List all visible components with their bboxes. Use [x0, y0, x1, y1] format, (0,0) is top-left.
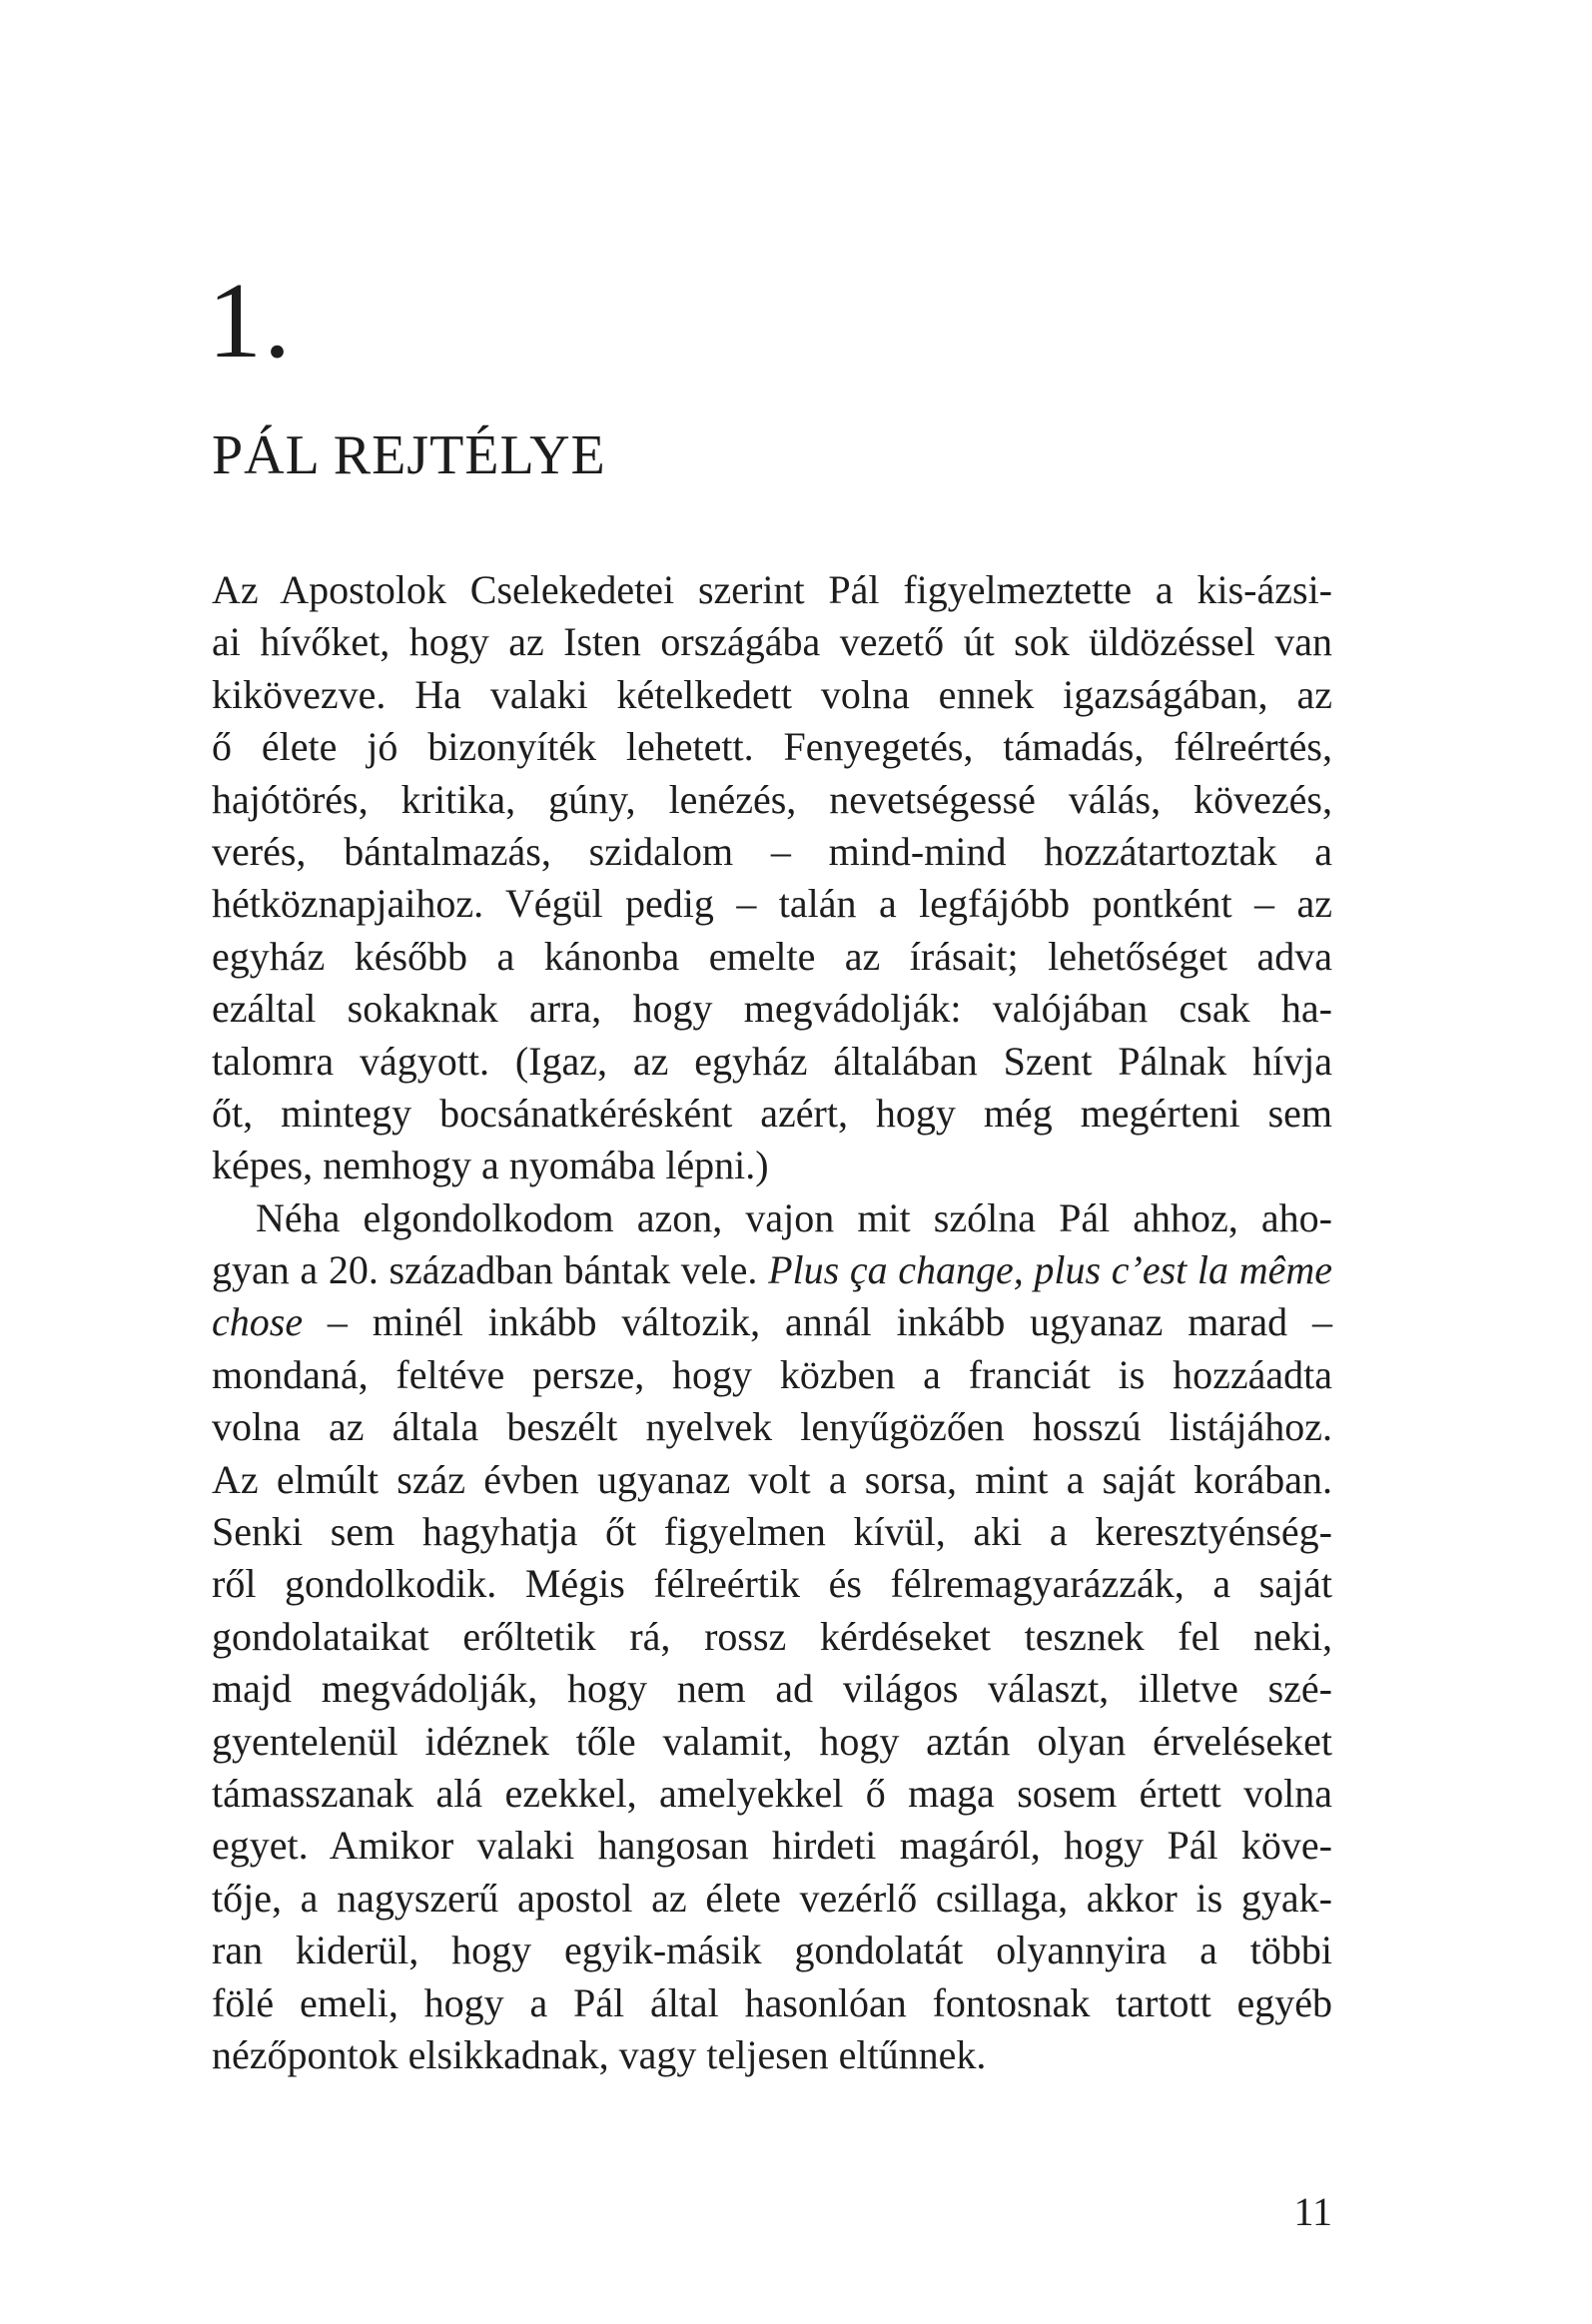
text-line: hétköznapjaihoz. Végül pedig – talán a legfájóbb pontként – az — [212, 881, 1332, 927]
text-run: gyan a 20. században bántak vele. — [212, 1247, 769, 1293]
text-line: volna az általa beszélt nyelvek lenyűgözően hosszú listájához. — [212, 1404, 1332, 1450]
text-run: – minél inkább változik, annál inkább ugyanaz marad – — [303, 1299, 1332, 1345]
text-line: verés, bántalmazás, szidalom – mind-mind hozzátartoztak a — [212, 828, 1332, 874]
text-line: gondolataikat erőltetik rá, rossz kérdéseket tesznek fel neki, — [212, 1613, 1332, 1659]
text-line: Néha elgondolkodom azon, vajon mit szólna Pál ahhoz, aho- — [256, 1194, 1332, 1240]
text-line: ran kiderül, hogy egyik-másik gondolatát olyannyira a többi — [212, 1928, 1332, 1973]
text-line: majd megvádolják, hogy nem ad világos választ, illetve szé- — [212, 1666, 1332, 1712]
text-line: ai hívőket, hogy az Isten országába vezető út sok üldözéssel van — [212, 619, 1332, 665]
text-line: ről gondolkodik. Mégis félreértik és félremagyarázzák, a saját — [212, 1561, 1332, 1607]
paragraph-2 — [212, 1192, 1332, 2082]
italic-phrase: chose — [212, 1299, 304, 1345]
italic-phrase: Plus ça change, plus c’est la même — [768, 1247, 1332, 1293]
text-line: Az elmúlt száz évben ugyanaz volt a sorsa, mint a saját korában. — [212, 1456, 1332, 1502]
text-line: Az Apostolok Cselekedetei szerint Pál figyelmeztette a kis-ázsi- — [212, 567, 1332, 612]
text-line: nézőpontok elsikkadnak, vagy teljesen eltűnnek. — [212, 2031, 987, 2077]
paragraph-1 — [212, 564, 1332, 1192]
text-line: talomra vágyott. (Igaz, az egyház általában Szent Pálnak hívja — [212, 1038, 1332, 1084]
text-line: gyentelenül idéznek tőle valamit, hogy aztán olyan érveléseket — [212, 1718, 1332, 1764]
text-line: képes, nemhogy a nyomába lépni.) — [212, 1143, 769, 1188]
text-line: hajótörés, kritika, gúny, lenézés, nevetségessé válás, kövezés, — [212, 776, 1332, 822]
text-line: ő élete jó bizonyíték lehetett. Fenyegetés, támadás, félreértés, — [212, 724, 1332, 770]
text-line: támasszanak alá ezekkel, amelyekkel ő maga sosem értett volna — [212, 1770, 1332, 1816]
chapter-title: PÁL REJTÉLYE — [212, 424, 606, 486]
text-line: mondaná, feltéve persze, hogy közben a franciát is hozzáadta — [212, 1351, 1332, 1397]
text-line: Senki sem hagyhatja őt figyelmen kívül, aki a keresztyénség- — [212, 1509, 1332, 1555]
text-line: őt, mintegy bocsánatkérésként azért, hogy még megérteni sem — [212, 1090, 1332, 1136]
text-line: egyet. Amikor valaki hangosan hirdeti magáról, hogy Pál köve- — [212, 1823, 1332, 1869]
text-line — [212, 1296, 1332, 1348]
text-line — [212, 1244, 1332, 1296]
text-line: egyház később a kánonba emelte az írásait; lehetőséget adva — [212, 933, 1332, 979]
page-number: 11 — [1293, 2189, 1332, 2234]
text-line: fölé emeli, hogy a Pál által hasonlóan fontosnak tartott egyéb — [212, 1979, 1332, 2025]
text-line: tője, a nagyszerű apostol az élete vezérlő csillaga, akkor is gyak- — [212, 1875, 1332, 1921]
text-line: ezáltal sokaknak arra, hogy megvádolják: valójában csak ha- — [212, 986, 1332, 1032]
chapter-number: 1. — [208, 262, 293, 381]
body-text — [212, 564, 1332, 2081]
text-line: kikövezve. Ha valaki kételkedett volna ennek igazságában, az — [212, 671, 1332, 717]
